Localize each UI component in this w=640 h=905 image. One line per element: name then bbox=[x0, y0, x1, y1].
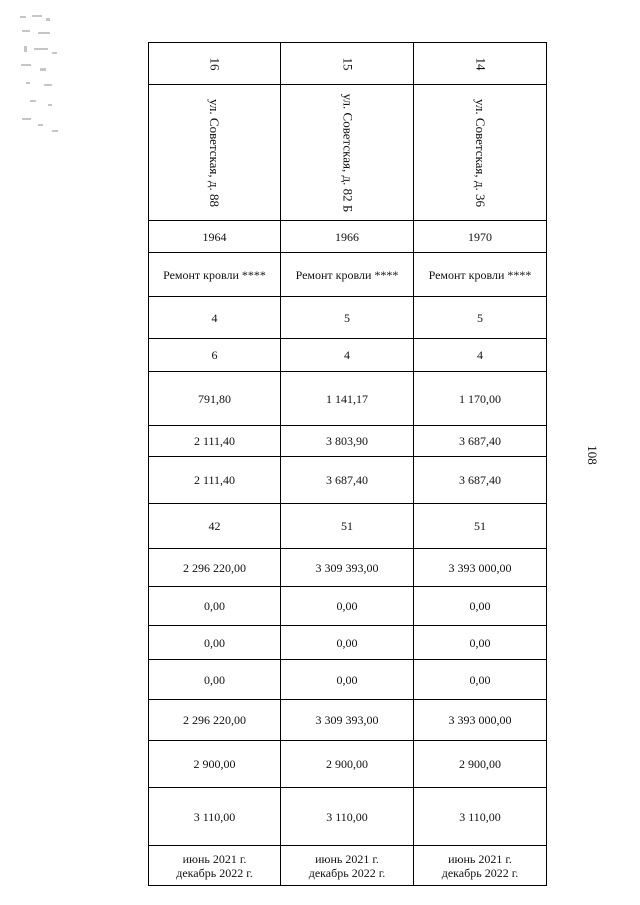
cell-value: 2 296 220,00 bbox=[149, 700, 281, 741]
cell-value: 6 bbox=[149, 339, 281, 372]
cell-value: 2 900,00 bbox=[414, 741, 547, 788]
page-number-text: 108 bbox=[585, 445, 600, 465]
period-end: декабрь 2022 г. bbox=[441, 865, 519, 880]
period-end: декабрь 2022 г. bbox=[308, 865, 386, 880]
cell-value: 791,80 bbox=[149, 372, 281, 426]
cell-value: 3 687,40 bbox=[414, 457, 547, 504]
row-value-2 bbox=[149, 339, 547, 372]
cell-value: 4 bbox=[281, 339, 414, 372]
cell-value: 3 687,40 bbox=[281, 457, 414, 504]
row-value-8 bbox=[149, 587, 547, 626]
cell-period bbox=[149, 846, 281, 886]
cell-work-type: Ремонт кровли **** bbox=[414, 253, 547, 297]
row-value-13 bbox=[149, 788, 547, 846]
cell-value: 0,00 bbox=[414, 587, 547, 626]
cell-address: ул. Советская, д. 82 Б bbox=[281, 85, 414, 221]
cell-value: 5 bbox=[281, 297, 414, 339]
cell-number: 14 bbox=[414, 43, 547, 85]
row-number bbox=[149, 43, 547, 85]
row-value-6 bbox=[149, 504, 547, 549]
cell-value: 0,00 bbox=[281, 587, 414, 626]
cell-address: ул. Советская, д. 88 bbox=[149, 85, 281, 221]
cell-year: 1966 bbox=[281, 221, 414, 253]
cell-value: 4 bbox=[149, 297, 281, 339]
cell-value: 51 bbox=[281, 504, 414, 549]
row-value-4 bbox=[149, 426, 547, 457]
cell-period bbox=[414, 846, 547, 886]
period-start: июнь 2021 г. bbox=[182, 851, 247, 866]
cell-value: 1 141,17 bbox=[281, 372, 414, 426]
cell-year: 1964 bbox=[149, 221, 281, 253]
cell-work-type: Ремонт кровли **** bbox=[149, 253, 281, 297]
cell-value: 5 bbox=[414, 297, 547, 339]
repair-table bbox=[148, 42, 547, 886]
cell-value: 3 110,00 bbox=[281, 788, 414, 846]
cell-value: 2 111,40 bbox=[149, 426, 281, 457]
cell-value: 2 900,00 bbox=[149, 741, 281, 788]
row-value-12 bbox=[149, 741, 547, 788]
cell-value: 3 309 393,00 bbox=[281, 700, 414, 741]
cell-value: 0,00 bbox=[414, 660, 547, 700]
row-value-5 bbox=[149, 457, 547, 504]
cell-value: 42 bbox=[149, 504, 281, 549]
cell-year: 1970 bbox=[414, 221, 547, 253]
cell-value: 3 393 000,00 bbox=[414, 549, 547, 587]
scan-artifact bbox=[18, 12, 62, 137]
cell-value: 2 296 220,00 bbox=[149, 549, 281, 587]
cell-value: 2 900,00 bbox=[281, 741, 414, 788]
cell-value: 0,00 bbox=[149, 626, 281, 660]
cell-value: 3 110,00 bbox=[149, 788, 281, 846]
row-value-7 bbox=[149, 549, 547, 587]
cell-value: 1 170,00 bbox=[414, 372, 547, 426]
cell-value: 0,00 bbox=[149, 660, 281, 700]
cell-value: 4 bbox=[414, 339, 547, 372]
cell-number: 16 bbox=[149, 43, 281, 85]
row-address bbox=[149, 85, 547, 221]
cell-work-type: Ремонт кровли **** bbox=[281, 253, 414, 297]
cell-value: 2 111,40 bbox=[149, 457, 281, 504]
cell-value: 0,00 bbox=[281, 660, 414, 700]
row-value-1 bbox=[149, 297, 547, 339]
cell-value: 3 110,00 bbox=[414, 788, 547, 846]
cell-value: 0,00 bbox=[281, 626, 414, 660]
cell-value: 0,00 bbox=[414, 626, 547, 660]
period-start: июнь 2021 г. bbox=[315, 851, 379, 866]
row-value-3 bbox=[149, 372, 547, 426]
cell-period bbox=[281, 846, 414, 886]
period-end: декабрь 2022 г. bbox=[176, 865, 253, 880]
page-number bbox=[582, 440, 602, 470]
cell-value: 3 803,90 bbox=[281, 426, 414, 457]
row-work-type bbox=[149, 253, 547, 297]
cell-value: 3 309 393,00 bbox=[281, 549, 414, 587]
cell-number: 15 bbox=[281, 43, 414, 85]
row-period bbox=[149, 846, 547, 886]
period-start: июнь 2021 г. bbox=[448, 851, 512, 866]
row-year bbox=[149, 221, 547, 253]
cell-address: ул. Советская, д. 36 bbox=[414, 85, 547, 221]
cell-value: 3 687,40 bbox=[414, 426, 547, 457]
row-value-11 bbox=[149, 700, 547, 741]
cell-value: 3 393 000,00 bbox=[414, 700, 547, 741]
cell-value: 51 bbox=[414, 504, 547, 549]
cell-value: 0,00 bbox=[149, 587, 281, 626]
row-value-10 bbox=[149, 660, 547, 700]
row-value-9 bbox=[149, 626, 547, 660]
